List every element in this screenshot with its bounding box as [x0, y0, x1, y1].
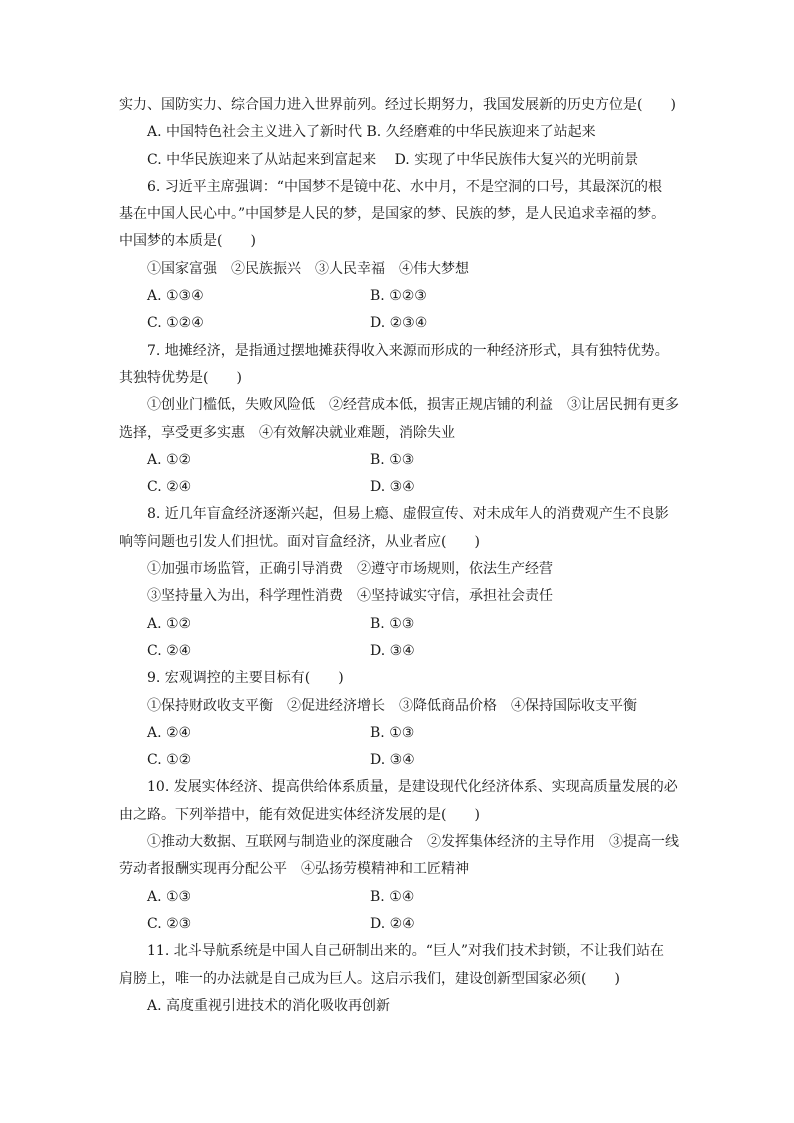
- text-line: ③坚持量入为出，科学理性消费 ④坚持诚实守信，承担社会责任: [147, 588, 553, 605]
- text-line: A. 高度重视引进技术的消化吸收再创新: [147, 997, 391, 1014]
- option-right: D. ③④: [370, 479, 415, 496]
- option-right: D. ②③④: [370, 315, 428, 332]
- option-row: [119, 283, 679, 310]
- option-right: D. ③④: [370, 642, 415, 659]
- text-line: 10. 发展实体经济、提高供给体系质量，是建设现代化经济体系、实现高质量发展的必: [147, 779, 678, 796]
- text-line: 实力、国防实力、综合国力进入世界前列。经过长期努力，我国发展新的历史方位是( ): [119, 97, 676, 113]
- text-line: ①创业门槛低，失败风险低 ②经营成本低，损害正规店铺的利益 ③让居民拥有更多: [147, 397, 679, 414]
- option-row: [119, 474, 679, 501]
- option-row: [119, 747, 679, 774]
- text-line: 基在中国人民心中。”中国梦是人民的梦，是国家的梦、民族的梦，是人民追求幸福的梦。: [119, 206, 666, 223]
- text-line: A. 中国特色社会主义进入了新时代 B. 久经磨难的中华民族迎来了站起来: [147, 124, 596, 141]
- option-row: [119, 638, 679, 665]
- option-left: C. ②④: [147, 642, 192, 659]
- option-row: [119, 720, 679, 747]
- option-left: A. ①③④: [147, 288, 204, 305]
- text-line: 9. 宏观调控的主要目标有( ): [147, 670, 344, 687]
- option-right: B. ①③: [370, 451, 415, 468]
- option-right: B. ①③: [370, 615, 415, 632]
- option-row: [119, 310, 679, 337]
- text-line: 7. 地摊经济，是指通过摆地摊获得收入来源而形成的一种经济形式，具有独特优势。: [147, 342, 669, 359]
- option-right: B. ①④: [370, 888, 415, 905]
- text-line: 劳动者报酬实现再分配公平 ④弘扬劳模精神和工匠精神: [119, 861, 469, 878]
- option-left: C. ①②: [147, 752, 192, 769]
- option-left: A. ①②: [147, 615, 192, 632]
- text-line: 由之路。下列举措中，能有效促进实体经济发展的是( ): [119, 806, 480, 823]
- option-row: [119, 911, 679, 938]
- text-line: 选择，享受更多实惠 ④有效解决就业难题，消除失业: [119, 424, 455, 441]
- option-row: [119, 611, 679, 638]
- option-left: C. ②③: [147, 915, 192, 932]
- text-line: 11. 北斗导航系统是中国人自己研制出来的。“巨人”对我们技术封锁，不让我们站在: [147, 943, 665, 960]
- text-line: ①国家富强 ②民族振兴 ③人民幸福 ④伟大梦想: [147, 260, 469, 277]
- option-right: B. ①②③: [370, 288, 427, 305]
- text-line: ①保持财政收支平衡 ②促进经济增长 ③降低商品价格 ④保持国际收支平衡: [147, 697, 637, 714]
- option-row: [119, 447, 679, 474]
- option-right: D. ③④: [370, 752, 415, 769]
- text-line: ①推动大数据、互联网与制造业的深度融合 ②发挥集体经济的主导作用 ③提高一线: [147, 834, 679, 851]
- option-right: B. ①③: [370, 724, 415, 741]
- text-line: 8. 近几年盲盒经济逐渐兴起，但易上瘾、虚假宣传、对未成年人的消费观产生不良影: [147, 506, 669, 523]
- option-left: A. ②④: [147, 724, 192, 741]
- text-line: ①加强市场监管，正确引导消费 ②遵守市场规则，依法生产经营: [147, 561, 553, 578]
- option-left: C. ①②④: [147, 315, 204, 332]
- text-line: 中国梦的本质是( ): [119, 233, 256, 250]
- option-left: C. ②④: [147, 479, 192, 496]
- option-row: [119, 884, 679, 911]
- text-line: C. 中华民族迎来了从站起来到富起来 D. 实现了中华民族伟大复兴的光明前景: [147, 151, 639, 168]
- text-line: 响等问题也引发人们担忧。面对盲盒经济，从业者应( ): [119, 533, 480, 550]
- option-right: D. ②④: [370, 915, 415, 932]
- question-content: [119, 92, 679, 1020]
- text-line: 其独特优势是( ): [119, 369, 242, 386]
- text-line: 6. 习近平主席强调：“中国梦不是镜中花、水中月，不是空洞的口号，其最深沉的根: [147, 178, 662, 195]
- text-line: 肩膀上，唯一的办法就是自己成为巨人。这启示我们，建设创新型国家必须( ): [119, 970, 620, 987]
- option-left: A. ①③: [147, 888, 192, 905]
- option-left: A. ①②: [147, 451, 192, 468]
